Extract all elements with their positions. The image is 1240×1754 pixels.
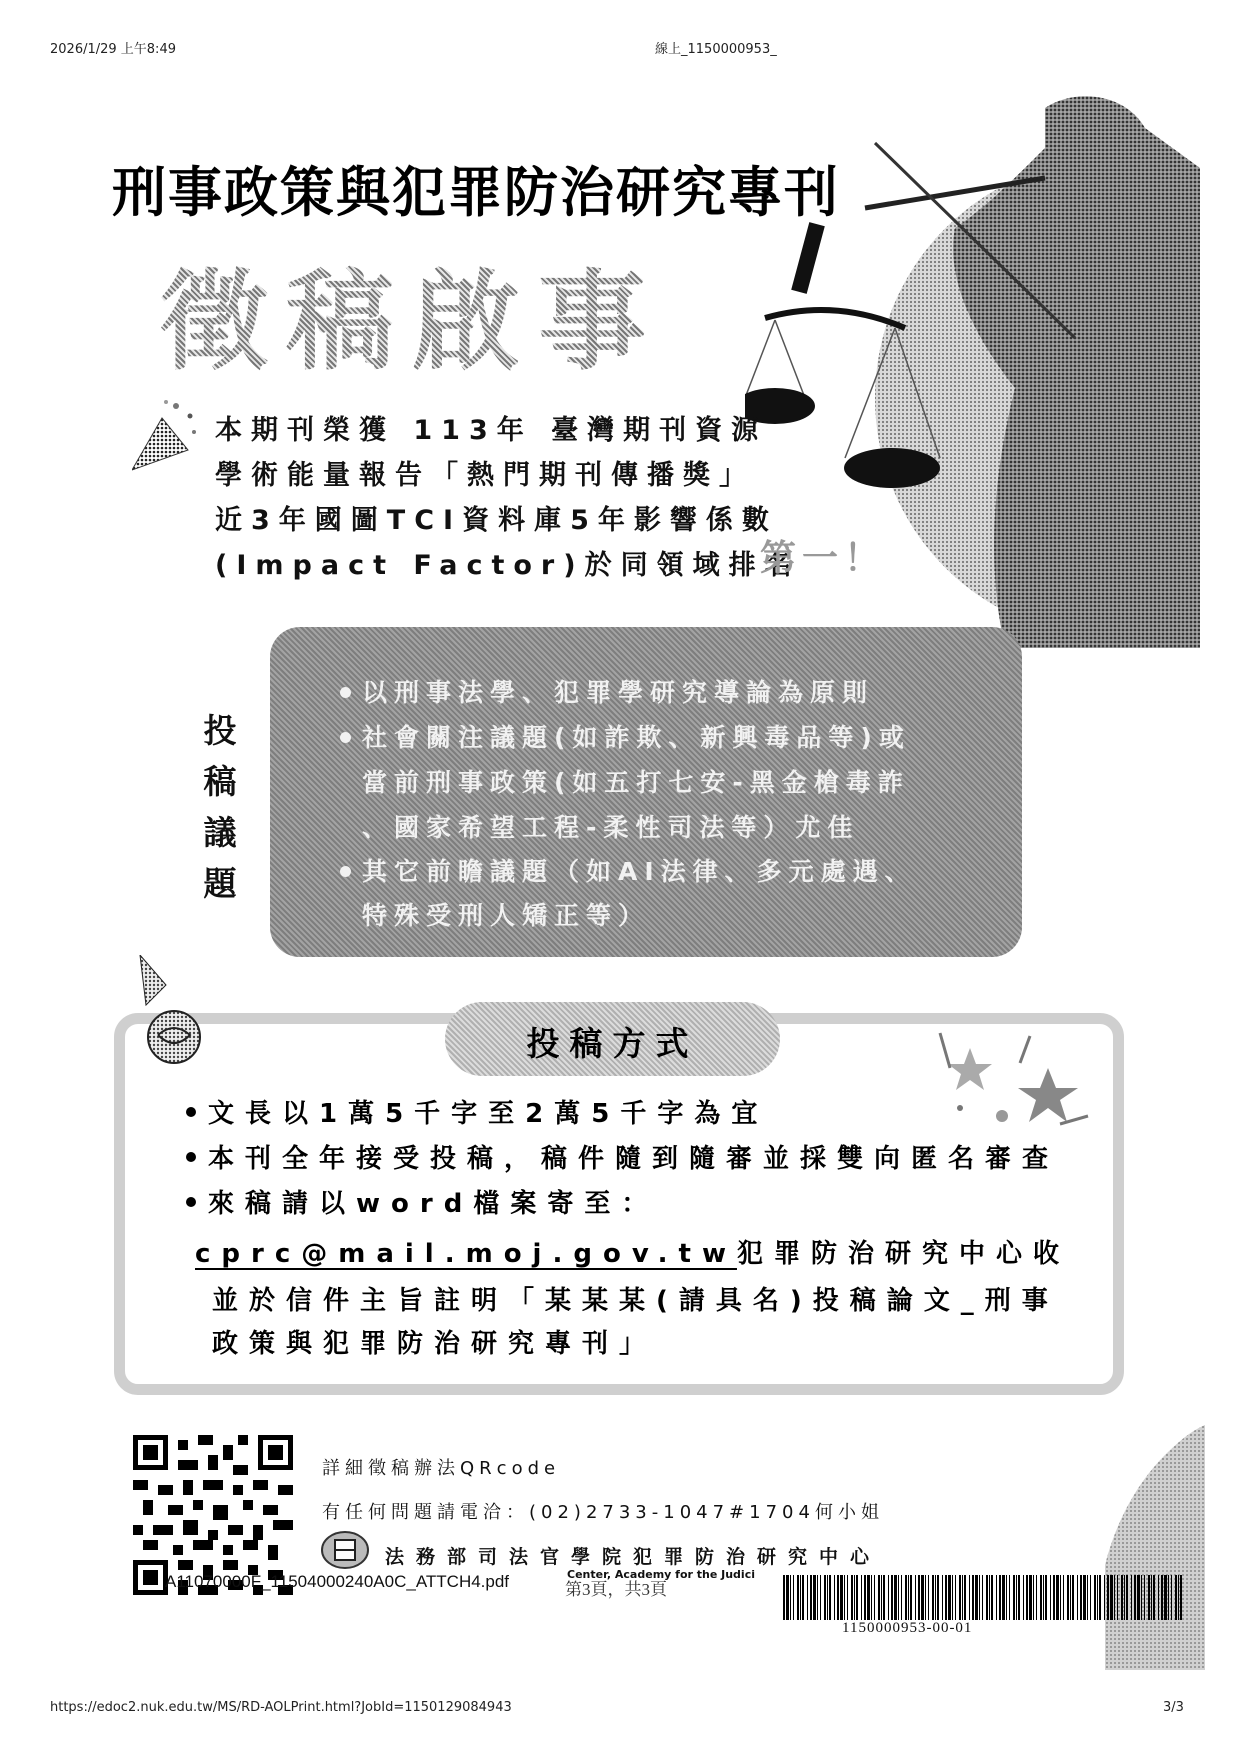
barcode-bar [975,1575,978,1620]
page-count: 第3頁，共3頁 [565,1580,667,1599]
barcode-bar [878,1575,880,1620]
barcode-bar [910,1575,912,1620]
barcode-bar [962,1575,963,1620]
academy-logo-icon [320,1530,370,1570]
barcode-bar [1072,1575,1074,1620]
qr-code-icon[interactable] [133,1435,293,1595]
barcode-bar [928,1575,929,1620]
barcode-bar [1124,1575,1125,1620]
stars-decoration-icon [930,1028,1090,1138]
barcode-bar [1026,1575,1028,1620]
barcode-bar [1090,1575,1091,1620]
barcode-bar [1153,1575,1155,1620]
barcode-bar [817,1575,818,1620]
attachment-file-name: A11070000F_11504000240A0C_ATTCH4.pdf [165,1572,510,1591]
barcode-bar [883,1575,885,1620]
email-address[interactable]: cprc@mail.moj.gov.tw [195,1239,737,1269]
barcode-bar [1175,1575,1177,1620]
barcode-bar [1134,1575,1136,1620]
barcode-bar [1099,1575,1101,1620]
barcode-bar [1137,1575,1140,1620]
barcode-bar [1043,1575,1044,1620]
barcode-bar [1110,1575,1113,1620]
barcode-bar [888,1575,889,1620]
method-email-line [195,1233,1070,1270]
barcode-bar [948,1575,951,1620]
print-page-number: 3/3 [1163,1700,1184,1715]
barcode-bar [871,1575,872,1620]
barcode-bar [1006,1575,1007,1620]
call-for-papers-title: 徵稿啟事 [160,235,664,390]
barcode-bar [999,1575,1001,1620]
barcode-bar [827,1575,828,1620]
barcode-bar [1168,1575,1169,1620]
barcode-bar [979,1575,980,1620]
barcode-bar [840,1575,843,1620]
barcode-bar [807,1575,808,1620]
barcode-bar [851,1575,853,1620]
barcode-bar [1050,1575,1051,1620]
barcode-bar [1009,1575,1010,1620]
barcode-bar [881,1575,882,1620]
method-bullet [186,1107,196,1117]
barcode-bar [942,1575,943,1620]
barcode-bar [854,1575,855,1620]
barcode-bar [793,1575,794,1620]
barcode-bar [1083,1575,1086,1620]
barcode-bar [1164,1575,1167,1620]
barcode-bar [894,1575,897,1620]
barcode-bar [837,1575,839,1620]
topic-item-1: 以刑事法學、犯罪學研究導論為原則 [362,678,875,707]
barcode-bar [1094,1575,1096,1620]
party-popper-icon [132,398,198,473]
barcode-bar [829,1575,831,1620]
barcode-bar [1033,1575,1034,1620]
barcode-bar [1144,1575,1145,1620]
barcode-bar [1013,1575,1015,1620]
barcode-bar [856,1575,858,1620]
organization-name: 法務部司法官學院犯罪防治研究中心 [385,1546,882,1568]
honor-line-2: 學術能量報告「熱門期刊傳播獎」 [215,460,755,491]
barcode-bar [813,1575,816,1620]
barcode-bar [1131,1575,1132,1620]
barcode-bar [955,1575,956,1620]
barcode-bar [1077,1575,1078,1620]
barcode-bar [1002,1575,1005,1620]
barcode-bar [1158,1575,1159,1620]
print-datetime: 2026/1/29 上午8:49 [50,42,176,57]
barcode-bar [1053,1575,1055,1620]
barcode-bar [1151,1575,1152,1620]
barcode-bar [1023,1575,1024,1620]
method-item-review: 本刊全年接受投稿，稿件隨到隨審並採雙向匿名審查 [208,1144,1060,1174]
print-doc-title: 線上_1150000953_ [655,42,777,57]
barcode-bar [1141,1575,1142,1620]
barcode-bar [1063,1575,1064,1620]
method-title: 投稿方式 [526,1024,699,1063]
barcode-bar [1126,1575,1128,1620]
method-bullet [186,1152,196,1162]
barcode-bar [1070,1575,1071,1620]
honor-line-1: 本期刊榮獲 113年 臺灣期刊資源 [215,415,768,446]
barcode-bar [915,1575,916,1620]
barcode-bar [901,1575,902,1620]
contact-info: 有任何問題請電洽：(02)2733-1047#1704何小姐 [322,1502,884,1523]
barcode-bar [1180,1575,1182,1620]
barcode-bar [786,1575,789,1620]
method-item-length: 文長以1萬5千字至2萬5千字為宜 [208,1099,769,1129]
barcode-bar [959,1575,961,1620]
barcode-bar [952,1575,953,1620]
journal-title: 刑事政策與犯罪防治研究專刊 [112,161,840,224]
barcode-bar [1029,1575,1032,1620]
print-url[interactable]: https://edoc2.nuk.edu.tw/MS/RD-AOLPrint.html?JobId=1150129084943 [50,1700,512,1715]
barcode-bar [1018,1575,1020,1620]
barcode-bar [925,1575,926,1620]
topic-item-3-cont: 特殊受刑人矯正等） [362,901,651,930]
barcode-bar [932,1575,934,1620]
barcode-bar [918,1575,920,1620]
barcode-bar [898,1575,899,1620]
barcode-bar [1171,1575,1172,1620]
barcode-bar [989,1575,990,1620]
barcode-bar [905,1575,907,1620]
barcode-bar [874,1575,875,1620]
barcode-bar [790,1575,791,1620]
topic-item-2-cont2: 、國家希望工程-柔性司法等）尤佳 [362,813,860,842]
barcode-bar [1040,1575,1042,1620]
barcode-bar [908,1575,909,1620]
barcode-bar [964,1575,966,1620]
barcode-bar [969,1575,970,1620]
barcode-bar [891,1575,893,1620]
barcode-bar [844,1575,845,1620]
barcode-bar [991,1575,993,1620]
barcode-bar [1161,1575,1163,1620]
barcode-bar [800,1575,801,1620]
honor-line-4: (Impact Factor)於同領域排名 [215,550,801,581]
barcode-bar [820,1575,821,1620]
barcode-bar [1097,1575,1098,1620]
barcode-bar [1107,1575,1109,1620]
topic-item-2: 社會關注議題(如詐欺、新興毒品等)或 [362,723,911,752]
barcode-bar [937,1575,939,1620]
barcode-bar [864,1575,866,1620]
method-note-2: 政策與犯罪防治研究專刊」 [212,1329,657,1359]
topic-bullet [340,732,351,743]
barcode-bar [1036,1575,1037,1620]
topics-label: 投稿議題 [203,711,237,903]
barcode-bar [1117,1575,1118,1620]
barcode-bar [1045,1575,1047,1620]
barcode-bar [1067,1575,1069,1620]
barcode-bar [1178,1575,1179,1620]
barcode-bar [986,1575,988,1620]
barcode-bar [935,1575,936,1620]
email-recipient: 犯罪防治研究中心收 [736,1239,1070,1269]
barcode-bar [797,1575,799,1620]
organization-name-en: Center, Academy for the Judici [567,1568,755,1581]
ribbon-icon [136,955,204,1065]
method-bullet [186,1197,196,1207]
rank-first-label: 第一！ [760,538,887,579]
barcode-bar [972,1575,974,1620]
topic-bullet [340,866,351,877]
topic-item-2-cont: 當前刑事政策(如五打七安-黑金槍毒詐 [362,768,910,797]
barcode-bar [1148,1575,1150,1620]
barcode-bar [996,1575,997,1620]
barcode-bar [1121,1575,1123,1620]
barcode-bar [867,1575,870,1620]
barcode-number: 1150000953-00-01 [842,1620,973,1636]
barcode-bar [824,1575,826,1620]
barcode-bar [802,1575,804,1620]
barcode-bar [1104,1575,1105,1620]
barcode-bar [1056,1575,1059,1620]
barcode-bar [982,1575,983,1620]
barcode-bar [921,1575,924,1620]
barcode-bar [1016,1575,1017,1620]
barcode-bar [810,1575,812,1620]
barcode-bar [834,1575,835,1620]
barcode-bar [1114,1575,1115,1620]
barcode-icon [783,1575,1183,1620]
honor-line-3: 近3年國圖TCI資料庫5年影響係數 [215,505,778,536]
barcode-bar [783,1575,785,1620]
barcode-bar [1060,1575,1061,1620]
topic-item-3: 其它前瞻議題（如AI法律、多元處遇、 [362,857,917,886]
barcode-bar [1080,1575,1082,1620]
barcode-bar [1087,1575,1088,1620]
topic-bullet [340,687,351,698]
barcode-bar [861,1575,862,1620]
barcode-bar [847,1575,848,1620]
qr-caption: 詳細徵稿辦法QRcode [322,1458,561,1479]
barcode-bar [945,1575,947,1620]
method-item-send: 來稿請以word檔案寄至： [208,1189,659,1219]
decorative-corner [1105,1425,1205,1670]
method-note-1: 並於信件主旨註明「某某某(請具名)投稿論文_刑事 [212,1286,1059,1316]
